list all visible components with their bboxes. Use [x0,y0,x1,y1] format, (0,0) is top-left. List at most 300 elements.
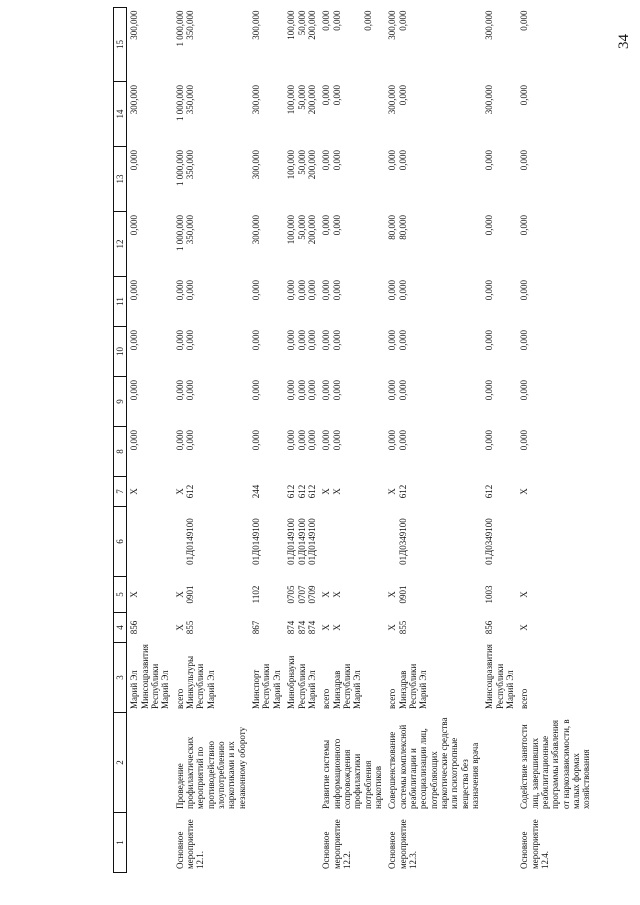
cell-line [387,510,397,573]
cell-line: 855 [185,620,196,635]
cell-line: 0,000 [331,430,342,451]
column-header: 7 [114,477,127,507]
cell-line: 0,000 [129,380,140,401]
cell-col-12 [173,212,249,277]
cell-col-5 [319,577,385,613]
cell-line: Марий Эл [271,670,282,709]
cell-col-7 [517,477,593,507]
cell-line: 80,000 [397,215,408,240]
cell-col-15 [249,8,284,82]
cell-col-1 [482,813,517,873]
cell-col-15 [173,8,249,82]
cell-line: Х [387,591,398,598]
cell-line: 01Д0149100 [286,518,297,565]
cell-line: 300,000 [251,215,262,245]
cell-line: 0,000 [286,380,297,401]
cell-col-3 [517,643,593,713]
cell-line: 0,000 [129,150,140,171]
cell-line: 244 [251,484,262,499]
cell-line: 0,000 [174,280,185,301]
cell-col-3 [385,643,482,713]
cell-line: Минсоцразвития [139,644,150,709]
cell-line: Х [387,488,398,495]
cell-line: Республики [296,663,307,709]
column-header: 13 [114,147,127,212]
cell-col-9 [173,377,249,427]
measure-description: Совершенствование системы комплексной реабилитации и ресоциализации лиц, потребляющих наркотические средства или психотропные вещества без назначения врача [387,717,480,809]
cell-line: Марий Эл [129,670,140,709]
cell-col-10 [517,327,593,377]
cell-col-4 [482,613,517,643]
column-header: 4 [114,613,127,643]
cell-line: 0,000 [387,150,398,171]
cell-line: 0,000 [129,430,140,451]
cell-col-1 [284,813,319,873]
column-header: 5 [114,577,127,613]
cell-line: 300,000 [251,10,262,40]
cell-line: Минздрав [397,670,408,709]
cell-col-5 [249,577,284,613]
cell-col-8 [249,427,284,477]
column-header: 11 [114,277,127,327]
cell-line: 1 000,000 [174,150,185,186]
measure-description: Содействие занятости лиц, завершивших реабилитационные программы избавления от наркозависимости, в малых формах хозяйствования [519,719,592,809]
cell-line: 1003 [484,585,495,604]
cell-line: 0,000 [484,215,495,236]
cell-line: 0709 [306,585,317,604]
cell-col-5 [385,577,482,613]
cell-line: 0,000 [306,430,317,451]
cell-line: 01Д0149100 [306,518,317,565]
cell-line: 0,000 [296,330,307,351]
cell-col-10 [249,327,284,377]
cell-col-11 [385,277,482,327]
cell-col-5 [284,577,319,613]
cell-line: Марий Эл [418,670,429,709]
cell-col-3 [173,643,249,713]
cell-col-12 [385,212,482,277]
cell-line: 0,000 [331,10,342,31]
cell-line: 867 [251,620,262,635]
cell-line: 0,000 [519,430,530,451]
cell-line: 50,000 [296,150,307,175]
cell-line: 0,000 [397,85,408,106]
table-row [249,8,284,873]
cell-line: 0,000 [331,150,342,171]
cell-line: 874 [286,620,297,635]
cell-line: 0,000 [397,430,408,451]
cell-line: Марий Эл [205,670,216,709]
column-header: 10 [114,327,127,377]
table-row [319,8,385,873]
column-header: 6 [114,507,127,577]
cell-line: 300,000 [387,85,398,115]
cell-line [352,11,362,79]
cell-line: 0705 [286,585,297,604]
cell-line: Минсоцразвития [484,644,495,709]
cell-col-7 [482,477,517,507]
cell-line: 0,000 [397,10,408,31]
cell-line: 0,000 [362,10,373,31]
column-header: 12 [114,212,127,277]
cell-line: 0,000 [321,150,332,171]
cell-line: 100,000 [286,10,297,40]
cell-line: Марий Эл [306,670,317,709]
cell-line [519,510,529,573]
cell-line: 0,000 [397,380,408,401]
cell-col-6 [482,507,517,577]
cell-col-8 [385,427,482,477]
cell-line: 0,000 [331,330,342,351]
cell-line: 300,000 [484,10,495,40]
rotated-table-container [113,8,592,873]
cell-col-6 [517,507,593,577]
cell-line: 0,000 [185,330,196,351]
cell-line: 612 [306,484,317,499]
cell-line: 874 [296,620,307,635]
cell-col-11 [517,277,593,327]
cell-col-14 [319,82,385,147]
cell-col-14 [284,82,319,147]
cell-col-3 [249,643,284,713]
cell-line: 0,000 [331,280,342,301]
column-header: 14 [114,82,127,147]
cell-line: 0,000 [331,85,342,106]
cell-col-4 [249,613,284,643]
column-header: 2 [114,713,127,813]
cell-col-9 [284,377,319,427]
measure-id: Основное мероприятие 12.3. [387,819,418,869]
cell-col-12 [482,212,517,277]
cell-line: 50,000 [296,85,307,110]
cell-line: 0,000 [321,280,332,301]
cell-col-14 [249,82,284,147]
cell-line: 1102 [251,585,262,604]
cell-col-7 [319,477,385,507]
cell-col-3 [482,643,517,713]
cell-line: 350,000 [185,215,196,245]
cell-col-15 [517,8,593,82]
cell-line: 300,000 [387,10,398,40]
cell-col-10 [173,327,249,377]
cell-col-12 [517,212,593,277]
cell-col-15 [284,8,319,82]
cell-col-2 [517,713,593,813]
cell-line: 0,000 [251,380,262,401]
cell-col-13 [249,147,284,212]
cell-line: 50,000 [296,215,307,240]
cell-line: Республики [261,663,272,709]
cell-col-2 [482,713,517,813]
cell-col-13 [127,147,173,212]
cell-col-9 [385,377,482,427]
cell-line: 0,000 [484,280,495,301]
cell-line: 01Д0349100 [484,518,495,565]
cell-col-7 [284,477,319,507]
cell-line: Х [331,591,342,598]
cell-line [175,510,185,573]
cell-col-1 [127,813,173,873]
cell-line: 0,000 [519,215,530,236]
cell-col-8 [319,427,385,477]
cell-col-10 [385,327,482,377]
cell-col-12 [249,212,284,277]
cell-line: 300,000 [251,85,262,115]
cell-col-6 [173,507,249,577]
cell-col-4 [284,613,319,643]
cell-line: 0,000 [519,150,530,171]
cell-col-12 [319,212,385,277]
cell-col-13 [284,147,319,212]
cell-line: Минобрнауки [286,655,297,709]
cell-line: Марий Эл [160,670,171,709]
cell-line: 100,000 [286,150,297,180]
cell-line: 0,000 [185,280,196,301]
cell-col-6 [127,507,173,577]
cell-line: 350,000 [185,150,196,180]
cell-line: всего [174,688,185,709]
column-header: 9 [114,377,127,427]
cell-line: всего [387,688,398,709]
cell-line: 350,000 [185,85,196,115]
table-row [127,8,173,873]
cell-line: 612 [296,484,307,499]
cell-line: 612 [286,484,297,499]
cell-line: 0,000 [321,85,332,106]
cell-line: 100,000 [286,85,297,115]
cell-col-4 [173,613,249,643]
cell-col-13 [482,147,517,212]
cell-line: 0,000 [185,430,196,451]
cell-col-15 [319,8,385,82]
cell-line: Х [174,488,185,495]
cell-col-6 [249,507,284,577]
cell-line: 612 [185,484,196,499]
cell-line: 855 [397,620,408,635]
cell-line: 0,000 [397,150,408,171]
cell-col-8 [173,427,249,477]
cell-line: Х [321,591,332,598]
cell-col-8 [284,427,319,477]
cell-line: 0901 [397,585,408,604]
column-header: 1 [114,813,127,873]
cell-col-2 [284,713,319,813]
cell-line: Х [129,488,140,495]
cell-col-7 [127,477,173,507]
cell-col-13 [517,147,593,212]
cell-col-14 [173,82,249,147]
cell-col-7 [173,477,249,507]
cell-col-3 [284,643,319,713]
cell-line: 0,000 [296,280,307,301]
measure-description: Проведение профилактических мероприятий по противодействию злоупотреблению наркотиками и их незаконному обороту [174,726,247,809]
cell-col-13 [173,147,249,212]
cell-line: 0,000 [286,280,297,301]
cell-line: 200,000 [306,150,317,180]
cell-col-4 [319,613,385,643]
cell-line: Минкультуры [185,655,196,709]
table-body [127,8,594,873]
cell-col-8 [482,427,517,477]
cell-line: 0,000 [129,280,140,301]
measure-id: Основное мероприятие 12.2. [321,819,352,869]
table-row [385,8,482,873]
cell-line: 300,000 [129,10,140,40]
cell-line: Х [519,591,530,598]
cell-line: 50,000 [296,10,307,36]
cell-col-5 [482,577,517,613]
cell-col-14 [127,82,173,147]
cell-col-8 [517,427,593,477]
cell-line: 0,000 [306,380,317,401]
cell-line: 0901 [185,585,196,604]
cell-line: 0,000 [321,215,332,236]
cell-line: 01Д0149100 [296,518,307,565]
cell-line: Минспорт [251,669,262,709]
cell-line: всего [519,688,530,709]
cell-col-13 [385,147,482,212]
cell-line: 0,000 [321,10,332,31]
page-number: 34 [616,34,632,49]
cell-line: 0,000 [321,430,332,451]
cell-col-6 [385,507,482,577]
table-row [284,8,319,873]
cell-col-4 [517,613,593,643]
cell-line: 0,000 [387,330,398,351]
cell-line: 0,000 [296,430,307,451]
cell-col-2 [319,713,385,813]
cell-line: 0,000 [321,330,332,351]
cell-col-14 [517,82,593,147]
cell-line: 0,000 [519,330,530,351]
cell-line [342,11,352,79]
cell-col-5 [127,577,173,613]
cell-col-3 [127,643,173,713]
cell-line: 1 000,000 [174,85,185,121]
cell-line: Республики [150,663,161,709]
cell-line: 0,000 [519,380,530,401]
cell-line: Республики [494,663,505,709]
cell-col-11 [482,277,517,327]
cell-col-1 [385,813,482,873]
table-header [114,8,127,873]
cell-col-2 [385,713,482,813]
cell-line: Х [519,624,530,631]
cell-col-7 [385,477,482,507]
cell-col-14 [385,82,482,147]
cell-line [332,510,342,573]
cell-line: 0,000 [331,380,342,401]
cell-line: 0,000 [185,380,196,401]
cell-col-11 [319,277,385,327]
cell-line: 0,000 [174,330,185,351]
cell-line: Х [321,488,332,495]
cell-col-2 [173,713,249,813]
cell-line: 0,000 [387,280,398,301]
cell-line: 0,000 [519,85,530,106]
cell-line: 200,000 [306,215,317,245]
cell-line: 0,000 [251,330,262,351]
cell-line: Марий Эл [352,670,363,709]
cell-line: 0,000 [387,430,398,451]
cell-col-8 [127,427,173,477]
cell-line: 200,000 [306,10,317,40]
cell-line: 0,000 [321,380,332,401]
cell-line: Марий Эл [505,670,516,709]
cell-line: 300,000 [484,85,495,115]
cell-col-1 [319,813,385,873]
cell-line: Х [519,488,530,495]
cell-line: 0,000 [519,280,530,301]
cell-col-15 [385,8,482,82]
cell-col-11 [127,277,173,327]
cell-col-5 [173,577,249,613]
cell-line: 1 000,000 [174,10,185,47]
cell-line: 0,000 [129,330,140,351]
table-row [173,8,249,873]
cell-line: 0,000 [306,330,317,351]
cell-line: Х [129,591,140,598]
cell-col-3 [319,643,385,713]
cell-col-9 [482,377,517,427]
table-row [517,8,593,873]
cell-line: Х [321,624,332,631]
cell-line: 0,000 [174,430,185,451]
cell-col-10 [284,327,319,377]
cell-line: 0,000 [129,215,140,236]
cell-line: 0,000 [397,330,408,351]
cell-line: 1 000,000 [174,215,185,251]
column-header: 15 [114,8,127,82]
table-row [482,8,517,873]
cell-line: 856 [129,620,140,635]
cell-line: 200,000 [306,85,317,115]
cell-line: Минздрав [331,670,342,709]
cell-line: 0,000 [387,380,398,401]
cell-line: 300,000 [129,85,140,115]
cell-col-15 [127,8,173,82]
cell-line: 100,000 [286,215,297,245]
cell-line: 01Д0349100 [397,518,408,565]
column-header: 3 [114,643,127,713]
cell-line: 0,000 [251,280,262,301]
cell-col-12 [284,212,319,277]
cell-line: Х [174,624,185,631]
cell-line: 0,000 [306,280,317,301]
cell-col-10 [127,327,173,377]
cell-line: 0,000 [397,280,408,301]
cell-col-9 [127,377,173,427]
cell-line: 0,000 [296,380,307,401]
cell-line: 80,000 [387,215,398,240]
column-header: 8 [114,427,127,477]
cell-col-15 [482,8,517,82]
cell-line: 0,000 [484,380,495,401]
cell-line: 612 [397,484,408,499]
cell-line: 0,000 [484,150,495,171]
cell-line: Республики [341,663,352,709]
cell-col-7 [249,477,284,507]
cell-line [129,510,139,573]
cell-line: 01Д0149100 [251,518,262,565]
cell-col-9 [249,377,284,427]
cell-col-1 [517,813,593,873]
measure-id: Основное мероприятие 12.1. [174,819,206,869]
cell-line: Х [331,624,342,631]
cell-col-4 [385,613,482,643]
cell-line: Республики [407,663,418,709]
cell-line: 300,000 [251,150,262,180]
